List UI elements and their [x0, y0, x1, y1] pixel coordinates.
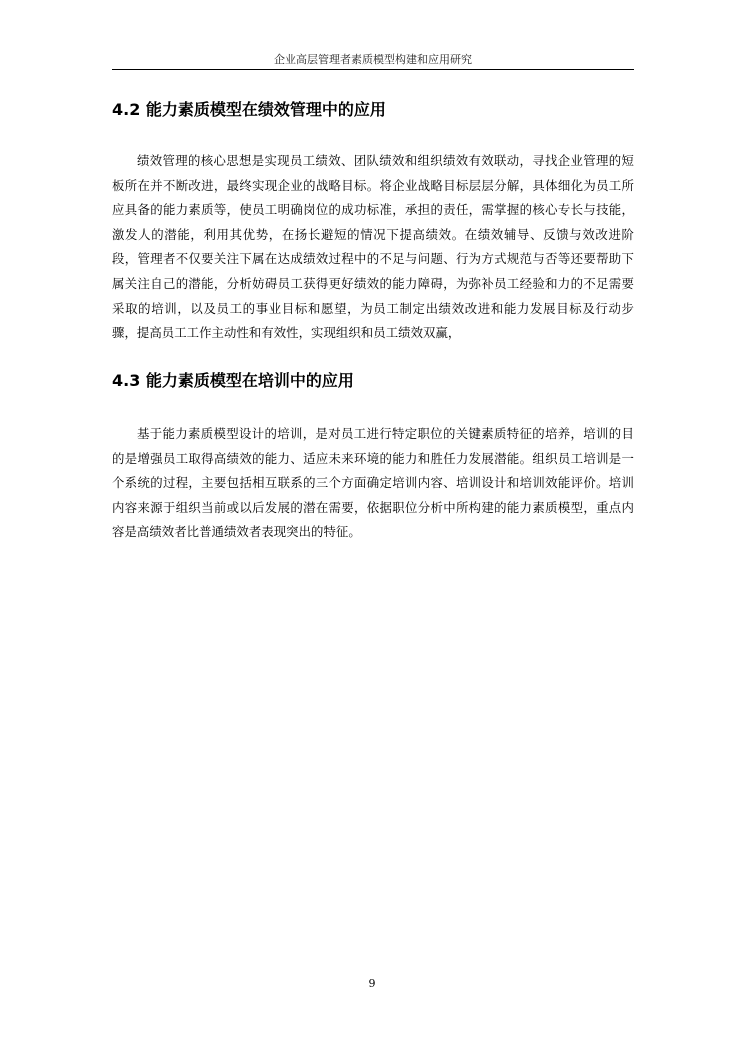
section-4-3-paragraph: 基于能力素质模型设计的培训，是对员工进行特定职位的关键素质特征的培养，培训的目的是增强员工取得高绩效的能力、适应未来环境的能力和胜任力发展潜能。组织员工培训是一个系统的过程，主要包括相互联系的三个方面确定培训内容、培训设计和培训效能评价。培训内容来源于组织当前或以后发展的潜在需要，依据职位分析中所构建的能力素质模型，重点内容是高绩效者比普通绩效者表现突出的特征。	[112, 426, 634, 540]
page-number: 9	[368, 977, 376, 990]
section-heading-4-3: 4.3 能力素质模型在培训中的应用	[112, 371, 354, 390]
section-4-2-paragraph: 绩效管理的核心思想是实现员工绩效、团队绩效和组织绩效有效联动，寻找企业管理的短板所在并不断改进，最终实现企业的战略目标。将企业战略目标层层分解，具体细化为员工所应具备的能力素质等，使员工明确岗位的成功标准，承担的责任，需掌握的核心专长与技能，激发人的潜能，利用其优势，在扬长避短的情况下提高绩效。在绩效辅导、反馈与效改进阶段，管理者不仅要关注下属在达成绩效过程中的不足与问题、行为方式规范与否等还要帮助下属关注自己的潜能，分析妨碍员工获得更好绩效的能力障碍，为弥补员工经验和力的不足需要采取的培训，以及员工的事业目标和愿望，为员工制定出绩效改进和能力发展目标及行动步骤，提高员工工作主动性和有效性，实现组织和员工绩效双赢，	[112, 153, 634, 341]
running-header: 企业高层管理者素质模型构建和应用研究	[274, 53, 472, 66]
header-divider	[112, 69, 634, 70]
section-heading-4-2: 4.2 能力素质模型在绩效管理中的应用	[112, 100, 386, 119]
